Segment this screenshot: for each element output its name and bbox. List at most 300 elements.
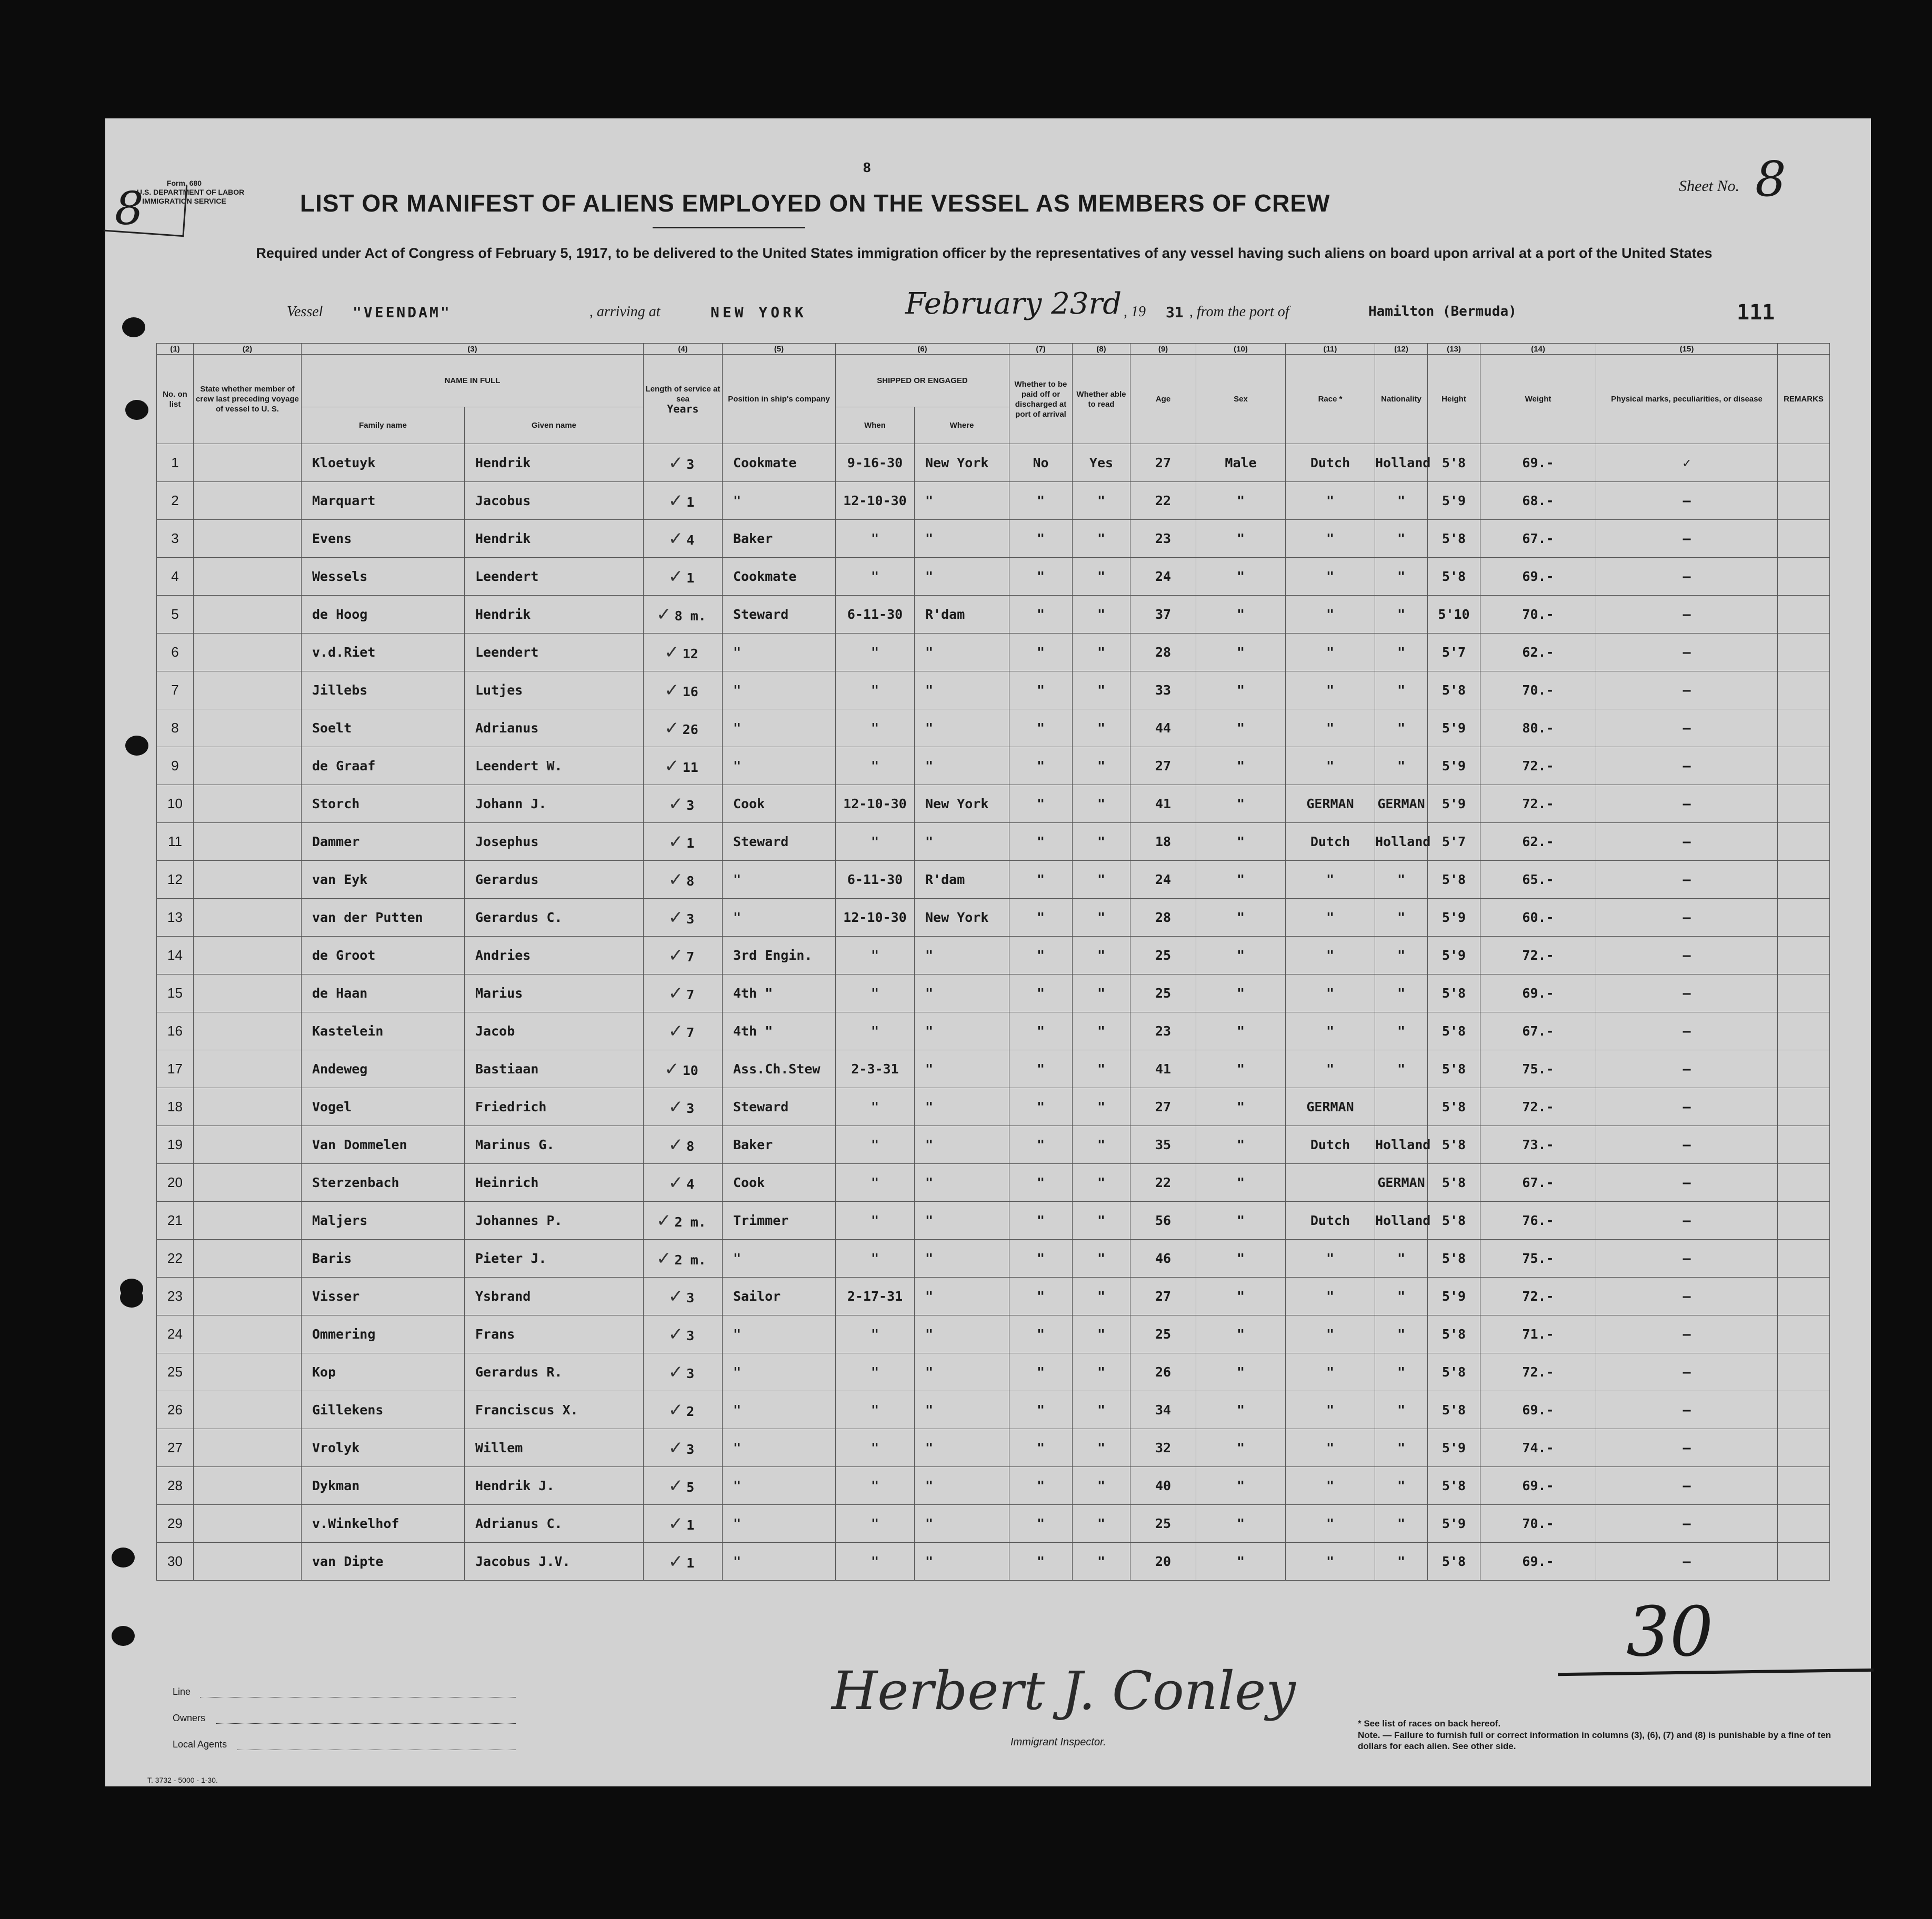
nationality: Holland	[1375, 1126, 1428, 1164]
checkmark-icon: ✓	[668, 1323, 684, 1345]
given-name: Willem	[465, 1429, 644, 1467]
top-page-number: 8	[863, 159, 871, 175]
checkmark-icon: ✓	[668, 452, 684, 474]
checkmark-icon: ✓	[668, 1437, 684, 1459]
print-code: T. 3732 - 5000 - 1-30.	[147, 1776, 218, 1784]
sex: "	[1196, 899, 1286, 937]
height: 5'9	[1428, 937, 1480, 974]
shipped-where: New York	[915, 444, 1009, 482]
line-number: 28	[157, 1467, 194, 1505]
age: 27	[1130, 1278, 1196, 1315]
remarks-cell	[1778, 1126, 1830, 1164]
weight: 60.-	[1480, 899, 1596, 937]
paid-off: "	[1009, 596, 1073, 634]
table-row	[157, 1467, 1830, 1505]
position: 3rd Engin.	[723, 937, 836, 974]
age: 18	[1130, 823, 1196, 861]
physical-marks: —	[1596, 899, 1778, 937]
position: "	[723, 1429, 836, 1467]
paid-off: "	[1009, 823, 1073, 861]
sex: "	[1196, 1088, 1286, 1126]
family-name: Vogel	[302, 1088, 465, 1126]
line-number: 30	[157, 1543, 194, 1581]
shipped-where: "	[915, 1088, 1009, 1126]
shipped-when: "	[836, 1202, 915, 1240]
shipped-when: "	[836, 1240, 915, 1278]
position: "	[723, 1505, 836, 1543]
nationality: "	[1375, 596, 1428, 634]
sex: "	[1196, 823, 1286, 861]
position: Baker	[723, 1126, 836, 1164]
position: Ass.Ch.Stew	[723, 1050, 836, 1088]
height: 5'9	[1428, 1505, 1480, 1543]
col-header-number: No. on list	[157, 355, 194, 444]
able-to-read: "	[1073, 520, 1130, 558]
sex: "	[1196, 1353, 1286, 1391]
previous-voyage-cell	[194, 785, 302, 823]
age: 26	[1130, 1353, 1196, 1391]
line-number: 13	[157, 899, 194, 937]
race: "	[1286, 1315, 1375, 1353]
physical-marks: —	[1596, 1050, 1778, 1088]
physical-marks: —	[1596, 671, 1778, 709]
col-header-service-unit: Years	[667, 403, 699, 415]
remarks-cell	[1778, 1012, 1830, 1050]
weight: 69.-	[1480, 1543, 1596, 1581]
paid-off: "	[1009, 520, 1073, 558]
margin-mark-box	[104, 180, 187, 237]
remarks-cell	[1778, 1240, 1830, 1278]
service-cell	[644, 1278, 723, 1315]
checkmark-icon: ✓	[668, 1399, 684, 1421]
penalty-note: Note. — Failure to furnish full or correct information in columns (3), (6), (7) and (8) is punishable by a fine of ten dollars for each alien. See other side.	[1358, 1730, 1831, 1751]
weight: 75.-	[1480, 1050, 1596, 1088]
remarks-cell	[1778, 1429, 1830, 1467]
position: Cook	[723, 1164, 836, 1202]
service-cell	[644, 520, 723, 558]
col-number-6: (6)	[836, 344, 1009, 355]
remarks-cell	[1778, 1050, 1830, 1088]
table-row	[157, 1126, 1830, 1164]
nationality	[1375, 1088, 1428, 1126]
table-row	[157, 671, 1830, 709]
checkmark-icon: ✓	[668, 1172, 684, 1193]
checkmark-icon: ✓	[664, 1058, 679, 1080]
height: 5'8	[1428, 1126, 1480, 1164]
previous-voyage-cell	[194, 558, 302, 596]
given-name: Josephus	[465, 823, 644, 861]
race: "	[1286, 747, 1375, 785]
punch-hole	[120, 1288, 143, 1308]
col-number-14: (14)	[1480, 344, 1596, 355]
family-name: Sterzenbach	[302, 1164, 465, 1202]
race	[1286, 1164, 1375, 1202]
col-number-10: (10)	[1196, 344, 1286, 355]
height: 5'8	[1428, 1353, 1480, 1391]
arriving-label: , arriving at	[589, 304, 660, 320]
table-row	[157, 899, 1830, 937]
given-name: Johann J.	[465, 785, 644, 823]
given-name: Heinrich	[465, 1164, 644, 1202]
given-name: Friedrich	[465, 1088, 644, 1126]
table-row	[157, 1202, 1830, 1240]
position: Steward	[723, 1088, 836, 1126]
nationality: Holland	[1375, 444, 1428, 482]
sex: "	[1196, 1126, 1286, 1164]
physical-marks: —	[1596, 1315, 1778, 1353]
col-number-15: (15)	[1596, 344, 1778, 355]
shipped-when: "	[836, 520, 915, 558]
sex: "	[1196, 1391, 1286, 1429]
remarks-cell	[1778, 558, 1830, 596]
punch-hole	[125, 736, 148, 756]
remarks-cell	[1778, 1164, 1830, 1202]
line-number: 6	[157, 634, 194, 671]
race: GERMAN	[1286, 1088, 1375, 1126]
table-row	[157, 520, 1830, 558]
shipped-where: "	[915, 1012, 1009, 1050]
family-name: Evens	[302, 520, 465, 558]
height: 5'8	[1428, 1543, 1480, 1581]
nationality: "	[1375, 671, 1428, 709]
given-name: Leendert	[465, 558, 644, 596]
race: Dutch	[1286, 823, 1375, 861]
col-header-nationality: Nationality	[1375, 355, 1428, 444]
remarks-cell	[1778, 634, 1830, 671]
family-name: Storch	[302, 785, 465, 823]
height: 5'8	[1428, 1012, 1480, 1050]
age: 25	[1130, 937, 1196, 974]
vessel-label: Vessel	[287, 304, 323, 320]
paid-off: "	[1009, 634, 1073, 671]
height: 5'8	[1428, 558, 1480, 596]
sex: "	[1196, 558, 1286, 596]
shipped-where: "	[915, 671, 1009, 709]
age: 56	[1130, 1202, 1196, 1240]
sex: "	[1196, 1202, 1286, 1240]
race: "	[1286, 1278, 1375, 1315]
family-name: Jillebs	[302, 671, 465, 709]
race: GERMAN	[1286, 785, 1375, 823]
able-to-read: "	[1073, 899, 1130, 937]
race: "	[1286, 1050, 1375, 1088]
sex: "	[1196, 1240, 1286, 1278]
sex: "	[1196, 1429, 1286, 1467]
checkmark-icon: ✓	[664, 679, 679, 701]
checkmark-icon: ✓	[668, 945, 684, 966]
line-number: 11	[157, 823, 194, 861]
age: 35	[1130, 1126, 1196, 1164]
remarks-cell	[1778, 482, 1830, 520]
physical-marks: —	[1596, 1467, 1778, 1505]
table-row	[157, 1505, 1830, 1543]
service-years: 7	[686, 987, 695, 1002]
crew-rows	[157, 444, 1830, 1581]
table-row	[157, 1012, 1830, 1050]
age: 25	[1130, 974, 1196, 1012]
shipped-where: R'dam	[915, 596, 1009, 634]
sheet-label: Sheet No.	[1679, 177, 1739, 195]
previous-voyage-cell	[194, 1126, 302, 1164]
height: 5'9	[1428, 899, 1480, 937]
previous-voyage-cell	[194, 899, 302, 937]
service-years: 1	[686, 835, 695, 851]
remarks-cell	[1778, 709, 1830, 747]
able-to-read: "	[1073, 1278, 1130, 1315]
checkmark-icon: ✓	[656, 604, 672, 625]
family-name: Andeweg	[302, 1050, 465, 1088]
family-name: Dammer	[302, 823, 465, 861]
nationality: "	[1375, 899, 1428, 937]
crew-manifest-table	[156, 343, 1830, 1581]
sheet-number: 8	[1755, 151, 1786, 207]
weight: 72.-	[1480, 785, 1596, 823]
shipped-when: "	[836, 1012, 915, 1050]
physical-marks: —	[1596, 520, 1778, 558]
physical-marks: —	[1596, 1202, 1778, 1240]
service-cell	[644, 1353, 723, 1391]
height: 5'9	[1428, 747, 1480, 785]
given-name: Ysbrand	[465, 1278, 644, 1315]
age: 46	[1130, 1240, 1196, 1278]
given-name: Leendert	[465, 634, 644, 671]
position: 4th "	[723, 974, 836, 1012]
service-years: 12	[682, 646, 698, 661]
race: "	[1286, 1240, 1375, 1278]
physical-marks: —	[1596, 1240, 1778, 1278]
height: 5'8	[1428, 861, 1480, 899]
given-name: Gerardus C.	[465, 899, 644, 937]
race: "	[1286, 1353, 1375, 1391]
given-name: Bastiaan	[465, 1050, 644, 1088]
col-number-9: (9)	[1130, 344, 1196, 355]
title-underline	[653, 227, 805, 228]
position: Sailor	[723, 1278, 836, 1315]
sex: "	[1196, 974, 1286, 1012]
shipped-when: 12-10-30	[836, 482, 915, 520]
physical-marks: —	[1596, 1391, 1778, 1429]
shipped-when: 12-10-30	[836, 899, 915, 937]
nationality: "	[1375, 1240, 1428, 1278]
paid-off: "	[1009, 1467, 1073, 1505]
weight: 72.-	[1480, 747, 1596, 785]
service-years: 8	[686, 873, 695, 889]
previous-voyage-cell	[194, 1202, 302, 1240]
family-name: Kloetuyk	[302, 444, 465, 482]
age: 23	[1130, 1012, 1196, 1050]
races-note: * See list of races on back hereof.	[1358, 1719, 1501, 1729]
given-name: Johannes P.	[465, 1202, 644, 1240]
able-to-read: "	[1073, 1505, 1130, 1543]
position: Trimmer	[723, 1202, 836, 1240]
nationality: GERMAN	[1375, 1164, 1428, 1202]
line-number: 18	[157, 1088, 194, 1126]
given-name: Jacobus	[465, 482, 644, 520]
shipped-where: "	[915, 747, 1009, 785]
able-to-read: "	[1073, 596, 1130, 634]
family-name: de Haan	[302, 974, 465, 1012]
col-header-height: Height	[1428, 355, 1480, 444]
checkmark-icon: ✓	[668, 907, 684, 928]
checkmark-icon: ✓	[668, 1020, 684, 1042]
shipped-where: New York	[915, 785, 1009, 823]
page-title: LIST OR MANIFEST OF ALIENS EMPLOYED ON THE VESSEL AS MEMBERS OF CREW	[300, 189, 1330, 217]
nationality: GERMAN	[1375, 785, 1428, 823]
sex: "	[1196, 1050, 1286, 1088]
service-years: 3	[686, 1365, 695, 1381]
service-cell	[644, 1391, 723, 1429]
previous-voyage-cell	[194, 1164, 302, 1202]
able-to-read: "	[1073, 1202, 1130, 1240]
weight: 69.-	[1480, 444, 1596, 482]
family-name: van der Putten	[302, 899, 465, 937]
position: "	[723, 1240, 836, 1278]
weight: 71.-	[1480, 1315, 1596, 1353]
height: 5'9	[1428, 709, 1480, 747]
service-years: 3	[686, 911, 695, 927]
position: Baker	[723, 520, 836, 558]
paid-off: "	[1009, 1391, 1073, 1429]
shipped-where: "	[915, 558, 1009, 596]
sex: "	[1196, 634, 1286, 671]
remarks-cell	[1778, 1202, 1830, 1240]
col-number-3: (3)	[302, 344, 644, 355]
previous-voyage-cell	[194, 1505, 302, 1543]
punch-hole	[125, 400, 148, 420]
remarks-cell	[1778, 785, 1830, 823]
paid-off: "	[1009, 747, 1073, 785]
shipped-when: 6-11-30	[836, 596, 915, 634]
weight: 69.-	[1480, 558, 1596, 596]
race: "	[1286, 1429, 1375, 1467]
col-header-read: Whether able to read	[1073, 355, 1130, 444]
height: 5'10	[1428, 596, 1480, 634]
nationality: "	[1375, 1050, 1428, 1088]
arrival-year: 31	[1166, 304, 1184, 321]
sex: "	[1196, 1278, 1286, 1315]
able-to-read: "	[1073, 1315, 1130, 1353]
checkmark-icon: ✓	[668, 490, 684, 511]
table-row	[157, 974, 1830, 1012]
race: "	[1286, 974, 1375, 1012]
able-to-read: "	[1073, 1050, 1130, 1088]
shipped-where: "	[915, 1391, 1009, 1429]
shipped-when: "	[836, 634, 915, 671]
service-years: 2 m.	[674, 1252, 706, 1268]
previous-voyage-cell	[194, 520, 302, 558]
owners-label: Owners	[173, 1713, 206, 1723]
margin-sheet-mark: 8	[115, 183, 144, 235]
previous-voyage-cell	[194, 861, 302, 899]
paid-off: "	[1009, 1353, 1073, 1391]
height: 5'7	[1428, 823, 1480, 861]
physical-marks: —	[1596, 634, 1778, 671]
service-cell	[644, 709, 723, 747]
checkmark-icon: ✓	[668, 982, 684, 1004]
paid-off: "	[1009, 1543, 1073, 1581]
shipped-where: "	[915, 1505, 1009, 1543]
race: "	[1286, 1543, 1375, 1581]
sex: "	[1196, 1012, 1286, 1050]
age: 33	[1130, 671, 1196, 709]
service-cell	[644, 482, 723, 520]
shipped-when: "	[836, 1315, 915, 1353]
col-header-when: When	[836, 407, 915, 444]
previous-voyage-cell	[194, 1429, 302, 1467]
shipped-when: "	[836, 974, 915, 1012]
paid-off: "	[1009, 1050, 1073, 1088]
table-row	[157, 1278, 1830, 1315]
able-to-read: "	[1073, 1543, 1130, 1581]
line-number: 26	[157, 1391, 194, 1429]
col-header-weight: Weight	[1480, 355, 1596, 444]
nationality: "	[1375, 974, 1428, 1012]
nationality: "	[1375, 937, 1428, 974]
family-name: de Graaf	[302, 747, 465, 785]
table-row	[157, 1088, 1830, 1126]
checkmark-icon: ✓	[664, 717, 679, 739]
given-name: Lutjes	[465, 671, 644, 709]
service-years: 3	[686, 456, 695, 472]
service-years: 1	[686, 570, 695, 586]
race: "	[1286, 1467, 1375, 1505]
remarks-cell	[1778, 1088, 1830, 1126]
family-name: Van Dommelen	[302, 1126, 465, 1164]
physical-marks: —	[1596, 785, 1778, 823]
previous-voyage-cell	[194, 596, 302, 634]
local-agents-label: Local Agents	[173, 1739, 227, 1750]
header-row-upper	[157, 355, 1830, 407]
previous-voyage-cell	[194, 823, 302, 861]
table-row	[157, 709, 1830, 747]
nationality: "	[1375, 747, 1428, 785]
shipped-when: "	[836, 1164, 915, 1202]
line-number: 29	[157, 1505, 194, 1543]
nationality: "	[1375, 634, 1428, 671]
sex: "	[1196, 1505, 1286, 1543]
paid-off: "	[1009, 785, 1073, 823]
able-to-read: "	[1073, 937, 1130, 974]
line-number: 10	[157, 785, 194, 823]
physical-marks: —	[1596, 974, 1778, 1012]
form-number: Form. 680	[166, 179, 202, 187]
previous-voyage-cell	[194, 747, 302, 785]
remarks-cell	[1778, 1278, 1830, 1315]
shipped-where: "	[915, 1240, 1009, 1278]
previous-voyage-cell	[194, 1240, 302, 1278]
col-header-physical-marks: Physical marks, peculiarities, or disease	[1596, 355, 1778, 444]
position: "	[723, 482, 836, 520]
age: 25	[1130, 1505, 1196, 1543]
line-number: 4	[157, 558, 194, 596]
remarks-cell	[1778, 1505, 1830, 1543]
able-to-read: "	[1073, 482, 1130, 520]
position: "	[723, 671, 836, 709]
family-name: van Dipte	[302, 1543, 465, 1581]
height: 5'9	[1428, 482, 1480, 520]
height: 5'9	[1428, 1278, 1480, 1315]
line-number: 8	[157, 709, 194, 747]
previous-voyage-cell	[194, 1315, 302, 1353]
physical-marks: —	[1596, 1505, 1778, 1543]
paid-off: "	[1009, 1240, 1073, 1278]
col-header-sex: Sex	[1196, 355, 1286, 444]
able-to-read: "	[1073, 823, 1130, 861]
nationality: "	[1375, 861, 1428, 899]
able-to-read: "	[1073, 709, 1130, 747]
weight: 69.-	[1480, 974, 1596, 1012]
paid-off: "	[1009, 974, 1073, 1012]
